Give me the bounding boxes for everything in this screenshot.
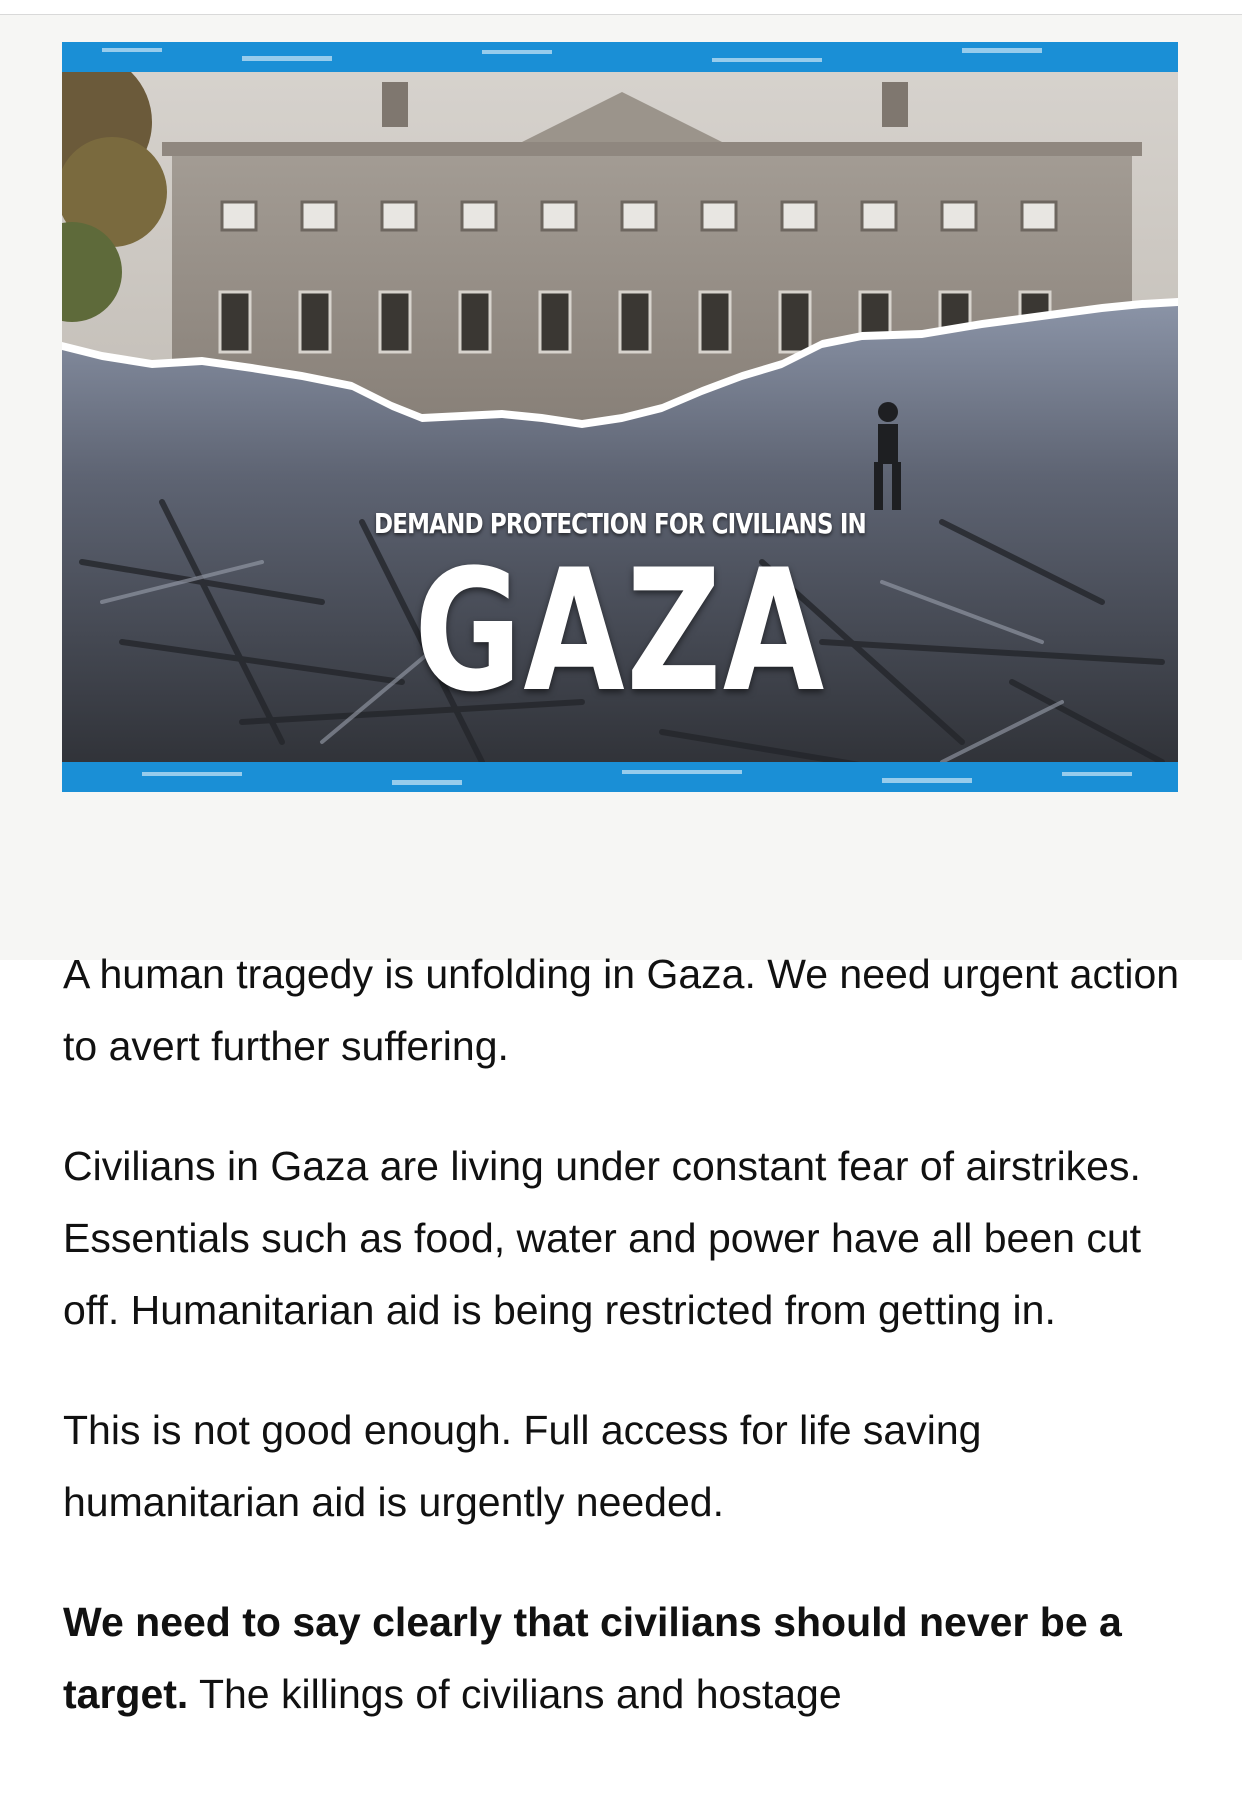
top-accent-bar — [62, 42, 1178, 72]
paragraph-continuation: The killings of civilians and hostage — [188, 1671, 842, 1717]
campaign-banner-image — [62, 42, 1178, 792]
article-paragraph-emphasis — [63, 1586, 1183, 1730]
banner-subtitle: DEMAND PROTECTION FOR CIVILIANS IN — [374, 507, 866, 540]
article-paragraph: A human tragedy is unfolding in Gaza. We need urgent action to avert further suffering. — [63, 951, 1180, 1069]
emphasis-text: We need to say clearly that civilians should never be a target. — [63, 1599, 1122, 1717]
article-paragraph: Civilians in Gaza are living under constant fear of airstrikes. Essentials such as food, water and power have all been cut off. Humanitarian aid is being restricted from getting in. — [63, 1143, 1142, 1333]
bottom-accent-bar — [62, 762, 1178, 792]
top-divider — [0, 0, 1242, 15]
article-paragraph: This is not good enough. Full access for life saving humanitarian aid is urgently needed. — [63, 1407, 982, 1525]
banner-title: GAZA — [414, 533, 826, 729]
article-body — [63, 938, 1183, 1778]
